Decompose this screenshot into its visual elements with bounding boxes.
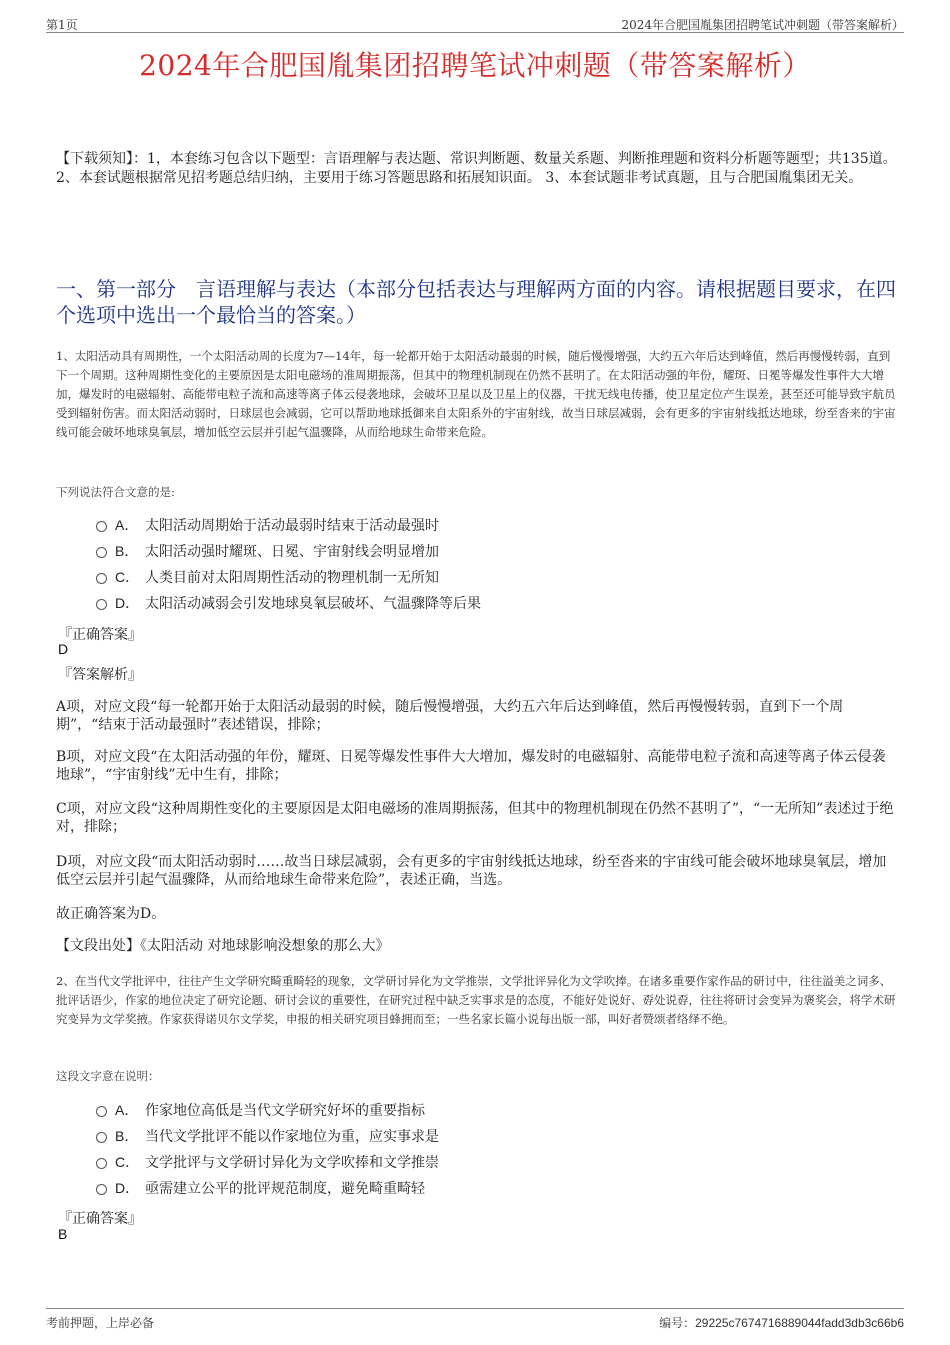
question-1-options	[96, 512, 796, 616]
document-code: 编号：29225c7674716889044fadd3db3c66b6	[659, 1316, 904, 1330]
option-d[interactable]: D． 亟需建立公平的批评规范制度，避免畸重畸轻	[96, 1175, 796, 1201]
radio-icon[interactable]	[96, 1132, 107, 1143]
footer-slogan: 考前押题，上岸必备	[46, 1316, 155, 1330]
radio-icon[interactable]	[96, 1158, 107, 1169]
question-2-prompt: 这段文字意在说明：	[56, 1069, 160, 1083]
page-header	[46, 14, 904, 33]
question-1-prompt: 下列说法符合文意的是:	[56, 485, 175, 499]
explanation-b: B项，对应文段“在太阳活动强的年份，耀斑、日冕等爆发性事件大大增加，爆发时的电磁辐射、高能带电粒子流和高速等离子体云侵袭地球”，“宇宙射线”无中生有，排除；	[56, 749, 886, 783]
download-notice: 【下载须知】：1，本套练习包含以下题型：言语理解与表达题、常识判断题、数量关系题、判断推理题和资料分析题等题型；共135道。 2、本套试题根据常见招考题总结归纳，主要用于练习答题思路和拓展知识面。 3、本套试题非考试真题，且与合肥国胤集团无关。	[56, 151, 897, 186]
option-d[interactable]: D． 太阳活动减弱会引发地球臭氧层破坏、气温骤降等后果	[96, 590, 796, 616]
answer-value: B	[58, 1226, 68, 1242]
option-text: 太阳活动周期始于活动最弱时结束于活动最强时	[145, 518, 439, 534]
section-title: 一、第一部分 言语理解与表达（本部分包括表达与理解两方面的内容。请根据题目要求，在四个选项中选出一个最恰当的答案。）	[56, 277, 896, 327]
conclusion: 故正确答案为D。	[56, 906, 166, 922]
page-footer	[46, 1308, 904, 1330]
answer-value: D	[58, 641, 69, 657]
radio-icon[interactable]	[96, 521, 107, 532]
explanation-c: C项，对应文段“这种周期性变化的主要原因是太阳电磁场的准周期振荡，但其中的物理机制现在仍然不甚明了”，“一无所知”表述过于绝对，排除；	[56, 801, 894, 835]
option-a[interactable]: A． 作家地位高低是当代文学研究好坏的重要指标	[96, 1097, 796, 1123]
option-text: 太阳活动强时耀斑、日冕、宇宙射线会明显增加	[145, 544, 439, 560]
question-2-options	[96, 1097, 796, 1201]
source-citation: 【文段出处】《太阳活动 对地球影响没想象的那么大》	[56, 938, 390, 954]
answer-label: 『正确答案』	[58, 1211, 142, 1227]
radio-icon[interactable]	[96, 573, 107, 584]
explanation-a: A项，对应文段“每一轮都开始于太阳活动最弱的时候，随后慢慢增强，大约五六年后达到峰值，然后再慢慢转弱，直到下一个周期”，“结束于活动最强时”表述错误，排除；	[56, 699, 844, 733]
analysis-label: 『答案解析』	[58, 667, 142, 683]
radio-icon[interactable]	[96, 1184, 107, 1195]
option-c[interactable]: C． 人类目前对太阳周期性活动的物理机制一无所知	[96, 564, 796, 590]
radio-icon[interactable]	[96, 547, 107, 558]
option-text: 文学批评与文学研讨异化为文学吹捧和文学推崇	[145, 1155, 439, 1171]
explanation-d: D项，对应文段“而太阳活动弱时……故当日球层减弱，会有更多的宇宙射线抵达地球，纷至沓来的宇宙线可能会破坏地球臭氧层，增加低空云层并引起气温骤降，从而给地球生命带来危险”，表述正确，当选。	[56, 854, 887, 888]
option-text: 亟需建立公平的批评规范制度，避免畸重畸轻	[145, 1181, 425, 1197]
option-text: 人类目前对太阳周期性活动的物理机制一无所知	[145, 570, 439, 586]
answer-label: 『正确答案』	[58, 627, 142, 643]
radio-icon[interactable]	[96, 1106, 107, 1117]
radio-icon[interactable]	[96, 599, 107, 610]
option-b[interactable]: B． 太阳活动强时耀斑、日冕、宇宙射线会明显增加	[96, 538, 796, 564]
question-1-passage: 1、太阳活动具有周期性，一个太阳活动周的长度为7—14年，每一轮都开始于太阳活动最弱的时候，随后慢慢增强，大约五六年后达到峰值，然后再慢慢转弱，直到下一个周期。这种周期性变化的主要原因是太阳电磁场的准周期振荡，但其中的物理机制现在仍然不甚明了。在太阳活动强的年份，耀斑、日冕等爆发性事件大大增加，爆发时的电磁辐射、高能带电粒子流和高速等离子体云侵袭地球，会破坏卫星以及卫星上的仪器，干扰无线电传播，使卫星定位产生误差，甚至还可能导致宇航员受到辐射伤害。而太阳活动弱时，日球层也会减弱，它可以帮助地球抵御来自太阳系外的宇宙射线，故当日球层减弱，会有更多的宇宙射线抵达地球，纷至沓来的宇宙线可能会破坏地球臭氧层，增加低空云层并引起气温骤降，从而给地球生命带来危险。	[56, 349, 896, 439]
option-text: 当代文学批评不能以作家地位为重，应实事求是	[145, 1129, 439, 1145]
option-text: 太阳活动减弱会引发地球臭氧层破坏、气温骤降等后果	[145, 596, 481, 612]
option-b[interactable]: B． 当代文学批评不能以作家地位为重，应实事求是	[96, 1123, 796, 1149]
page-number: 第1页	[46, 18, 78, 32]
option-a[interactable]: A． 太阳活动周期始于活动最弱时结束于活动最强时	[96, 512, 796, 538]
question-2-passage: 2、在当代文学批评中，往往产生文学研究畸重畸轻的现象，文学研讨异化为文学推崇，文学批评异化为文学吹捧。在诸多重要作家作品的研讨中，往往溢美之词多、批评话语少，作家的地位决定了研究论题、研讨会议的重要性，在研究过程中缺乏实事求是的态度，不能好处说好、孬处说孬，往往将研讨会变异为褒奖会，将学术研究变异为文学奖掖。作家获得诺贝尔文学奖，申报的相关研究项目蜂拥而至；一些名家长篇小说每出版一部，叫好者赞颂者络绎不绝。	[56, 974, 896, 1026]
document-title: 2024年合肥国胤集团招聘笔试冲刺题（带答案解析）	[139, 49, 811, 82]
header-doc-title: 2024年合肥国胤集团招聘笔试冲刺题（带答案解析）	[621, 18, 904, 32]
option-c[interactable]: C． 文学批评与文学研讨异化为文学吹捧和文学推崇	[96, 1149, 796, 1175]
option-text: 作家地位高低是当代文学研究好坏的重要指标	[145, 1103, 425, 1119]
